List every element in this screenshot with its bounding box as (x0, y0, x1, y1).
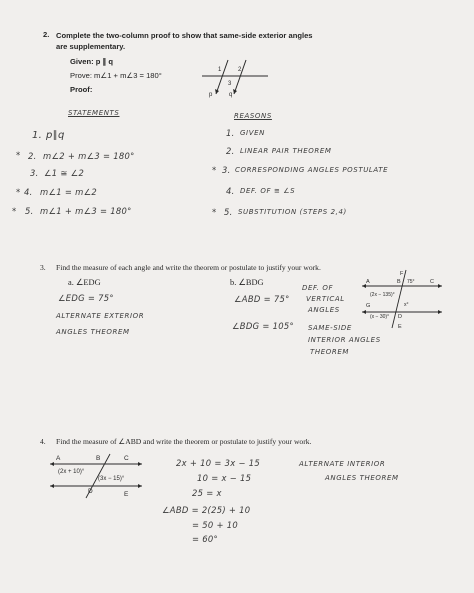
q4-fig-E: E (124, 491, 129, 498)
q3-fig-E: E (398, 324, 402, 330)
proof-row-4-statement: m∠1 = m∠2 (40, 187, 98, 197)
q4-reason-line1: ALTERNATE INTERIOR (299, 460, 386, 468)
q3-fig-D: D (398, 314, 402, 320)
q3-part-b-label: b. ∠BDG (230, 278, 264, 287)
proof-row-5-num: 5. (25, 206, 34, 216)
q3-part-b-def-line2: VERTICAL (306, 295, 345, 303)
proof-row-4-mark: * (16, 187, 21, 197)
q3-part-b-reason-line1: SAME-SIDE (308, 324, 352, 332)
q3-part-a-reason-line1: ALTERNATE EXTERIOR (56, 312, 145, 320)
q4-work-line4: ∠ABD = 2(25) + 10 (162, 505, 251, 515)
proof-row-3-statement: ∠1 ≅ ∠2 (44, 168, 85, 178)
q3-part-a-answer: ∠EDG = 75° (58, 293, 114, 303)
q4-work-line2: 10 = x − 15 (197, 473, 252, 483)
q3-figure (360, 268, 444, 332)
proof-row-3-reason-num: 3. (222, 165, 231, 175)
q4-work-line1: 2x + 10 = 3x − 15 (176, 458, 261, 468)
q3-part-b-reason-line3: THEOREM (310, 348, 349, 356)
proof-row-4-reason: DEF. OF ≅ ∠S (240, 187, 296, 195)
q2-fig-label-p: p (209, 92, 213, 98)
proof-row-5-reason: SUBSTITUTION (STEPS 2,4) (238, 208, 347, 216)
proof-row-2-reason: LINEAR PAIR THEOREM (240, 147, 332, 155)
q4-reason-line2: ANGLES THEOREM (325, 474, 399, 482)
q3-fig-B: B (397, 279, 401, 285)
proof-row-4-num: 4. (24, 187, 33, 197)
q3-fig-F: F (400, 271, 404, 277)
q3-fig-C: C (430, 279, 434, 285)
reasons-header: REASONS (234, 112, 272, 120)
proof-row-2-num: 2. (28, 151, 37, 161)
q3-part-b-def-line3: ANGLES (308, 306, 340, 314)
q2-prompt-line1: Complete the two-column proof to show that same-side exterior angles (56, 31, 313, 40)
q2-proof-label: Proof: (70, 85, 93, 94)
q4-fig-D: D (88, 488, 93, 495)
q2-prove: Prove: m∠1 + m∠3 = 180° (70, 71, 162, 80)
proof-row-2-statement: m∠2 + m∠3 = 180° (43, 151, 135, 161)
proof-row-4-reason-num: 4. (226, 186, 235, 196)
q2-number: 2. (43, 30, 50, 39)
proof-row-5-reason-num: 5. (224, 207, 233, 217)
q3-part-b-reason-line2: INTERIOR ANGLES (308, 336, 381, 344)
q2-figure (196, 56, 272, 98)
proof-row-2-reason-num: 2. (226, 146, 235, 156)
q2-given: Given: p ∥ q (70, 57, 114, 66)
q4-figure (48, 450, 144, 500)
q4-work-line5: = 50 + 10 (192, 520, 239, 530)
proof-row-1-reason: GIVEN (240, 129, 265, 137)
q3-part-b-answer1: ∠ABD = 75° (234, 294, 290, 304)
proof-row-3-num: 3. (30, 168, 39, 178)
q2-fig-label-1: 1 (218, 67, 222, 73)
q2-fig-label-q: q (229, 92, 233, 98)
q3-part-a-label: a. ∠EDG (68, 278, 101, 287)
q2-prompt-line2: are supplementary. (56, 42, 126, 51)
statements-header: STATEMENTS (68, 109, 120, 117)
q3-fig-expr2: (x − 30)° (370, 314, 390, 320)
q3-fig-75: 75° (407, 279, 415, 285)
proof-row-1-statement: p∥q (46, 130, 65, 141)
q4-fig-C: C (124, 455, 129, 462)
q3-part-b-answer2: ∠BDG = 105° (232, 321, 295, 331)
q4-fig-expr1: (2x + 10)° (58, 469, 85, 475)
proof-row-3-reason-mark: * (212, 165, 217, 175)
q2-fig-label-2: 2 (238, 67, 242, 73)
q3-fig-x: x° (404, 302, 409, 308)
proof-row-1-reason-num: 1. (226, 128, 235, 138)
q4-fig-A: A (56, 455, 61, 462)
q4-fig-expr2: (3x − 15)° (98, 476, 125, 482)
q4-work-line3: 25 = x (192, 488, 222, 498)
q3-prompt: Find the measure of each angle and write the theorem or postulate to justify your work. (56, 263, 321, 272)
q3-fig-G: G (366, 303, 371, 309)
q3-number: 3. (40, 263, 46, 272)
q2-fig-label-3: 3 (228, 81, 232, 87)
q3-part-a-reason-line2: ANGLES THEOREM (56, 328, 130, 336)
q4-number: 4. (40, 437, 46, 446)
q4-fig-B: B (96, 455, 101, 462)
q3-part-b-def-line1: DEF. OF (302, 284, 334, 292)
proof-row-5-mark: * (12, 206, 17, 216)
q4-prompt: Find the measure of ∠ABD and write the theorem or postulate to justify your work. (56, 437, 312, 446)
proof-row-2-mark: * (16, 150, 21, 160)
proof-row-5-reason-mark: * (212, 207, 217, 217)
proof-row-1-num: 1. (32, 130, 43, 141)
proof-row-3-reason: CORRESPONDING ANGLES POSTULATE (235, 166, 389, 174)
q3-fig-expr1: (2x − 135)° (370, 292, 395, 298)
q3-fig-A: A (366, 279, 370, 285)
proof-row-5-statement: m∠1 + m∠3 = 180° (40, 206, 132, 216)
q4-work-line6: = 60° (192, 534, 219, 544)
